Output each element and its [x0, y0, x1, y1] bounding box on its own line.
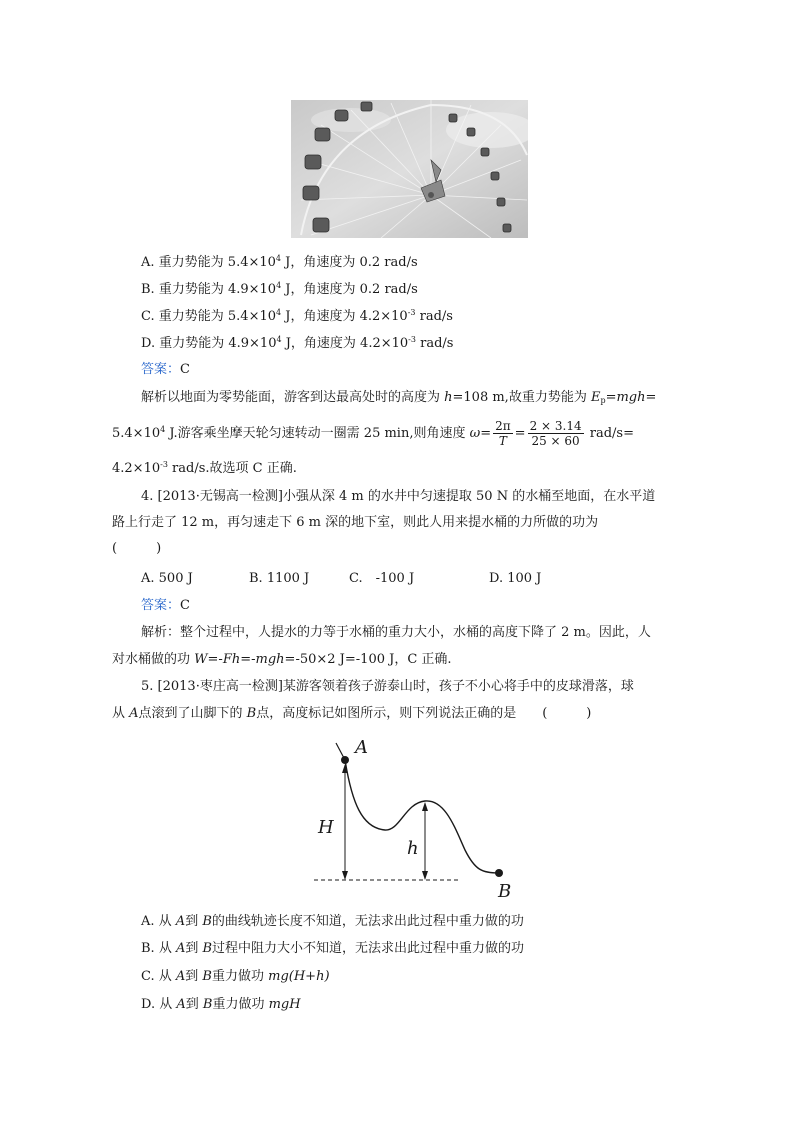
q3-explanation-line-1: 解析以地面为零势能面，游客到达最高处时的高度为 h=108 m,故重力势能为 $E_p=mgh=$	[141, 390, 657, 405]
ferris-wheel-photo	[291, 100, 528, 238]
label-h: h	[407, 838, 419, 859]
q3-explanation-line-3: $4.2\times 10^{-3}$ rad/s.故选项 C 正确.	[112, 460, 297, 476]
q4-stem-line-1: 4. [2013·无锡高一检测]小强从深 4 m 的水井中匀速提取 50 N 的水桶至地面，在水平道	[141, 489, 656, 504]
point-a	[341, 756, 349, 764]
q4-option-b: B. 1100 J	[249, 571, 310, 586]
q5-option-b: B. 从 A到 B过程中阻力大小不知道，无法求出此过程中重力做的功	[141, 941, 525, 956]
fraction-2pi-over-t: $\frac{2\pi}{T}$	[495, 419, 511, 448]
q5-stem-line-2: 从 A点滚到了山脚下的 B点，高度标记如图所示，则下列说法正确的是 ( )	[112, 706, 592, 721]
q5-option-a: A. 从 A到 B的曲线轨迹长度不知道，无法求出此过程中重力做的功	[141, 914, 524, 929]
q4-option-d: D. 100 J	[489, 571, 542, 586]
q4-stem-line-2: 路上行走了 12 m，再匀速走下 6 m 深的地下室，则此人用来提水桶的力所做的功为	[112, 515, 599, 530]
q3-explanation-line-2: $5.4\times 10^4$ J.游客乘坐摩天轮匀速转动一圈需 25 min,则角速度 ω= $\frac{2\pi}{T}$ = $\frac{2 \times 3.14}{25 \times 60}$ rad/s=	[112, 419, 634, 448]
q4-option-a: A. 500 J	[141, 571, 193, 586]
q4-explanation-line-1: 解析：整个过程中，人提水的力等于水桶的重力大小，水桶的高度下降了 2 m。因此，人	[141, 625, 651, 640]
q5-stem-line-1: 5. [2013·枣庄高一检测]某游客领着孩子游泰山时，孩子不小心将手中的皮球滑落，球	[141, 679, 634, 694]
q5-option-c: C. 从 A到 B重力做功 mg(H+h)	[141, 969, 330, 984]
q5-option-d: D. 从 A到 B重力做功 mgH	[141, 997, 301, 1012]
q4-answer: 答案：C	[141, 598, 190, 613]
label-A: A	[355, 737, 368, 758]
point-b	[495, 869, 503, 877]
label-B: B	[498, 881, 512, 902]
q4-stem-line-3: ( )	[112, 541, 162, 556]
q3-answer: 答案：C	[141, 362, 190, 377]
q3-option-b: B. 重力势能为 $4.9\times 10^4$ J，角速度为 0.2 rad/s	[141, 281, 418, 297]
q3-option-a: A. 重力势能为 $5.4\times 10^4$ J，角速度为 0.2 rad/s	[141, 254, 418, 270]
q4-option-c: C. -100 J	[349, 571, 415, 586]
q3-option-c: C. 重力势能为 $5.4\times 10^4$ J，角速度为 $4.2\times 10^{-3}$ rad/s	[141, 308, 453, 324]
fraction-numeric: $\frac{2 \times 3.14}{25 \times 60}$	[529, 419, 582, 448]
q4-explanation-line-2: 对水桶做的功 W=-Fh=-mgh=-50×2 J=-100 J，C 正确.	[112, 652, 452, 667]
q3-option-d: D. 重力势能为 $4.9\times 10^4$ J，角速度为 $4.2\times 10^{-3}$ rad/s	[141, 335, 454, 351]
hill-curve	[345, 760, 499, 873]
hill-diagram	[300, 733, 530, 905]
label-H: H	[318, 817, 334, 838]
